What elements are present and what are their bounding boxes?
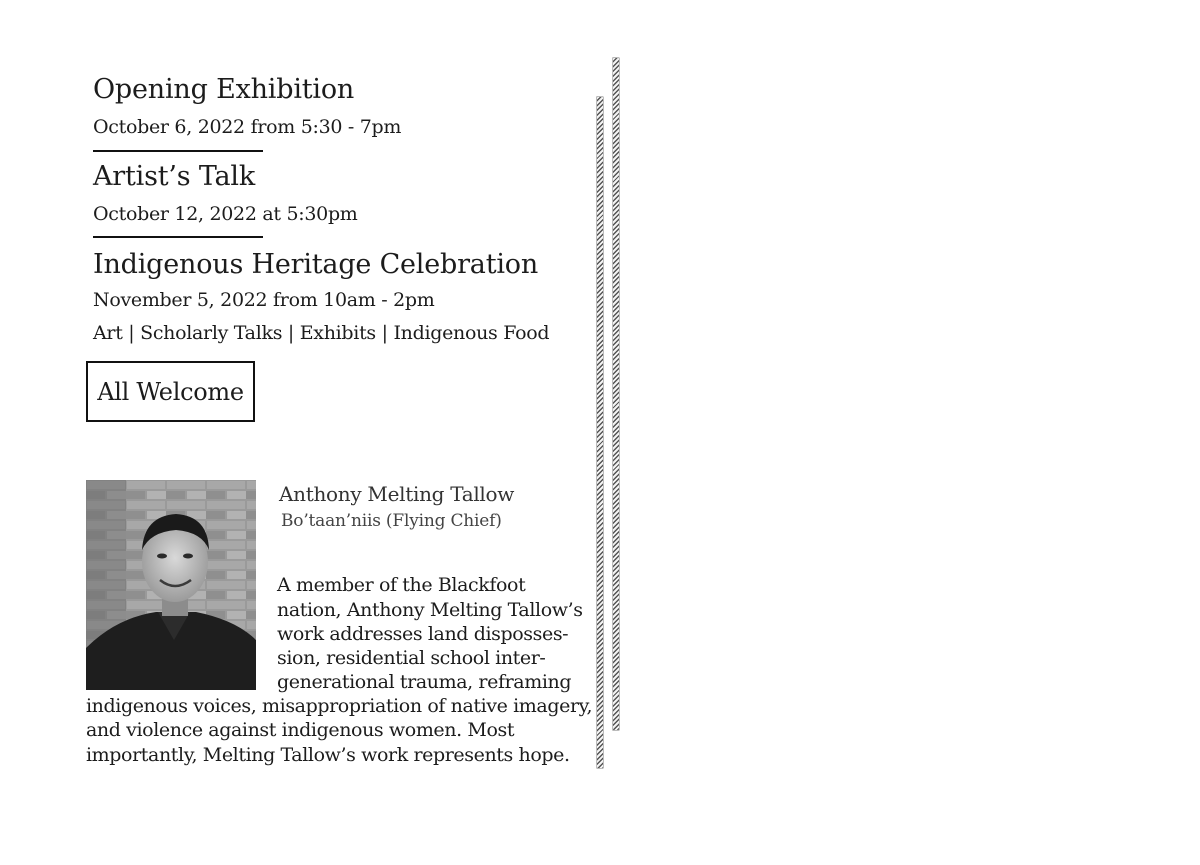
decorative-stripe <box>612 57 620 731</box>
activities-list: Art | Scholarly Talks | Exhibits | Indigenous Food <box>93 322 550 344</box>
decorative-stripe <box>596 96 604 769</box>
divider <box>93 150 263 152</box>
event-title-opening: Opening Exhibition <box>93 74 355 105</box>
artist-portrait <box>86 480 256 690</box>
divider <box>93 236 263 238</box>
all-welcome-box <box>86 361 255 422</box>
bio-line: generational trauma, reframing <box>277 671 572 693</box>
artist-name: Anthony Melting Tallow <box>279 482 515 506</box>
bio-line: indigenous voices, misappropriation of native imagery, <box>86 695 593 717</box>
bio-line: A member of the Blackfoot <box>277 574 526 596</box>
event-title-heritage: Indigenous Heritage Celebration <box>93 249 539 280</box>
event-date-artist-talk: October 12, 2022 at 5:30pm <box>93 203 358 225</box>
event-date-opening: October 6, 2022 from 5:30 - 7pm <box>93 116 402 138</box>
bio-line: work addresses land disposses- <box>277 623 569 645</box>
bio-line: sion, residential school inter- <box>277 647 546 669</box>
bio-line: importantly, Melting Tallow’s work represents hope. <box>86 744 570 766</box>
bio-line: and violence against indigenous women. Most <box>86 719 515 741</box>
bio-line: nation, Anthony Melting Tallow’s <box>277 599 583 621</box>
portrait-image <box>86 480 256 690</box>
event-title-artist-talk: Artist’s Talk <box>93 161 256 192</box>
event-date-heritage: November 5, 2022 from 10am - 2pm <box>93 289 435 311</box>
artist-blackfoot-name: Bo’taan’niis (Flying Chief) <box>281 511 502 531</box>
all-welcome-label: All Welcome <box>97 377 244 406</box>
